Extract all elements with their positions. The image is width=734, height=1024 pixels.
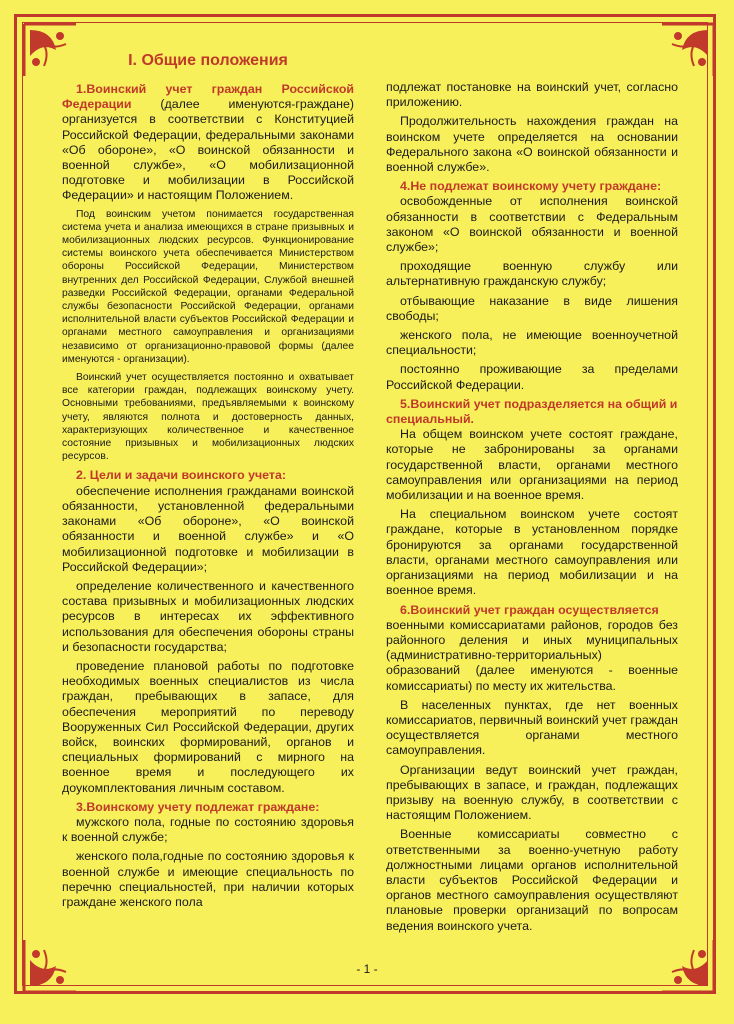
section-4-item: постоянно проживающие за пределами Российской Федерации. xyxy=(386,362,678,392)
section-1-text: (далее именуются-граждане) организуется в соответствии с Конституцией Российской Федерации, федеральными законами «Об обороне», «О воинской обязанности и военной службе», «О мобилизационной подготовке и мобилизации в Российской Федерации» и настоящим Положением. xyxy=(62,97,354,203)
section-5-heading: 5.Воинский учет подразделяется на общий и специальный. xyxy=(386,396,678,427)
section-1-heading: 1.Воинский учет граждан Российской Федерации xyxy=(62,82,354,112)
section-4-item: отбывающие наказание в виде лишения свободы; xyxy=(386,293,678,323)
paragraph-small-1: Под воинским учетом понимается государственная система учета и анализа имеющихся в стране призывных и мобилизационных людских ресурсов. Функционирование системы воинского учета обеспечивается Министерством обороны Российской Федерации, Министерством внутренних дел Российской Федерации, Службой внешней разведки Российской Федерации, органами Федеральной службы безопасности Российской Федерации, органами исполнительной власти субъектов Российской Федерации и органами местного самоуправления и организациями независимо от организационно-правовой формы (далее именуются - организации). xyxy=(62,208,354,365)
page-number: - 1 - xyxy=(356,962,378,976)
section-5-item: На специальном воинском учете состоят граждане, которые в установленном порядке бронируются за органами государственной власти, органами местного самоуправления или организациями на период мобилизации и на военное время. xyxy=(386,507,678,598)
section-3-item: мужского пола, годные по состоянию здоровья к военной службе; xyxy=(62,814,354,845)
left-column xyxy=(62,52,354,914)
section-4-item: проходящие военную службу или альтернативную гражданскую службу; xyxy=(386,259,678,289)
section-2-item: определение количественного и качественного состава призывных и мобилизационных людских ресурсов в интересах их эффективного использования для обеспечения обороны страны и безопасности государства; xyxy=(62,578,354,654)
section-2-heading: 2. Цели и задачи воинского учета: xyxy=(76,468,286,483)
section-4-item: женского пола, не имеющие военноучетной специальности; xyxy=(386,328,678,358)
continuation-paragraph: подлежат постановке на воинский учет, согласно приложению. xyxy=(386,80,678,110)
section-2-item: обеспечение исполнения гражданами воинской обязанности, установленной федеральными законами «Об обороне», «О воинской обязанности и военной службе» и «О мобилизационной подготовке и мобилизации в Российской Федерации»; xyxy=(62,483,354,574)
corner-ornament-icon xyxy=(660,22,716,78)
section-4-heading: 4.Не подлежат воинскому учету граждане: xyxy=(400,179,662,194)
section-6-item: Военные комиссариаты совместно с ответственными за военно-учетную работу должностными лицами органов исполнительной власти субъектов Российской Федерации и органов местного самоуправления осуществляют плановые проверки организаций по вопросам ведения воинского учета. xyxy=(386,827,678,933)
section-6-text: военными комиссариатами районов, городов без районного деления и иных муниципальных (административно-территориальных) образований (далее именуются - военные комиссариаты) по месту их жительства. xyxy=(386,617,678,693)
section-6-item: В населенных пунктах, где нет военных комиссариатов, первичный воинский учет граждан осуществляется органами местного самоуправления. xyxy=(386,697,678,758)
paragraph-small-2: Воинский учет осуществляется постоянно и охватывает все категории граждан, подлежащих воинскому учету. Основными требованиями, предъявляемыми к воинскому учету, являются полнота и достоверность данных, характеризующих количественное и качественное состояние призывных и мобилизационных людских ресурсов. xyxy=(62,372,354,463)
right-column xyxy=(386,80,678,938)
page-title: I. Общие положения xyxy=(128,52,288,69)
section-5-item: На общем воинском учете состоят граждане, которые не забронированы за органами государственной власти, органами местного самоуправления или организациями на период мобилизации и на военное время. xyxy=(386,427,678,503)
section-6-item: Организации ведут воинский учет граждан, пребывающих в запасе, и граждан, подлежащих призыву на военную службу, в соответствии с настоящим Положением. xyxy=(386,762,678,823)
section-1-paragraph xyxy=(62,82,354,204)
section-3-item: женского пола,годные по состоянию здоровья к военной службе и имеющие специальность по перечню специальностей, при наличии которых граждане женского пола xyxy=(62,849,354,909)
paragraph: Продолжительность нахождения граждан на воинском учете определяется на основании Федерального закона «О воинской обязанности и военной службе». xyxy=(386,114,678,175)
section-4-item: освобожденные от исполнения воинской обязанности в соответствии с Федеральным законом «О воинской обязанности и военной службе»; xyxy=(386,194,678,255)
section-2-item: проведение плановой работы по подготовке необходимых военных специалистов из числа граждан, пребывающих в запасе, для обеспечения мероприятий по переводу Вооруженных Сил Российской Федерации, других войск, воинских формирований, органов и специальных формирований с мирного на военное время и последующего их доукомплектования личным составом. xyxy=(62,658,354,795)
section-3-heading: 3.Воинскому учету подлежат граждане: xyxy=(76,799,320,814)
section-6-heading: 6.Воинский учет граждан осуществляется xyxy=(400,602,659,617)
